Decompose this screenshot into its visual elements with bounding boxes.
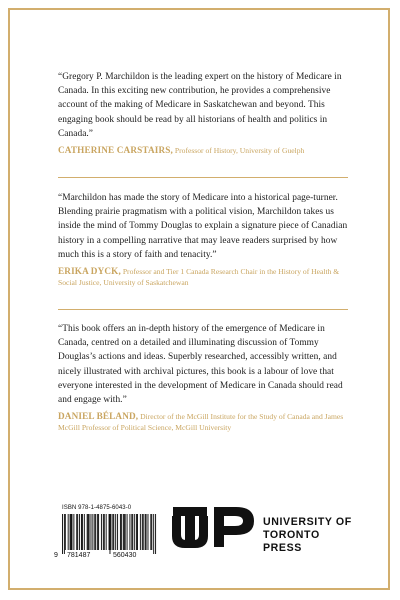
utp-logo-icon [170, 505, 258, 549]
barcode-digit-first: 9 [54, 552, 58, 559]
blurb-quote: “This book offers an in-depth history of the emergence of Medicare in Canada, centred on a detailed and illuminating discussion of Tommy Douglas’s actions and ideas. Superbly researched, accessibly written, and nicely illustrated with archival pictures, this book is a labour of love that everyone interested in the development of Medicare in Canada should read and engage with.” [58, 324, 343, 406]
reviewer-name: ERIKA DYCK, [58, 266, 121, 277]
blurb-attribution [58, 411, 348, 433]
reviewer-name: DANIEL BÉLAND, [58, 411, 139, 422]
blurb-quote: “Gregory P. Marchildon is the leading expert on the history of Medicare in Canada. In this exciting new contribution, he provides a comprehensive account of the making of Medicare in Saskatchewan and beyond. This engaging book should be read by all historians of health and politics in Canada.” [58, 72, 342, 139]
reviewer-title: Director of the McGill Institute for the Study of Canada and James McGill Professor of Political Science, McGill University [58, 412, 344, 433]
isbn-label: ISBN 978-1-4875-6043-0 [62, 505, 132, 511]
publisher-line-1: UNIVERSITY OF [263, 516, 352, 528]
barcode-bars [53, 514, 160, 554]
publisher-logo [170, 505, 360, 555]
blurb-beland [58, 322, 348, 433]
reviewer-title: Professor and Tier 1 Canada Research Chair in the History of Health & Social Justice, University of Saskatchewan [58, 267, 340, 288]
blurb-carstairs [58, 70, 348, 156]
reviewer-name: CATHERINE CARSTAIRS, [58, 145, 173, 156]
isbn-barcode [53, 502, 160, 562]
barcode-digits-right: 560430 [113, 552, 137, 559]
publisher-line-2: TORONTO PRESS [263, 529, 320, 554]
blurb-attribution [58, 266, 348, 288]
reviewer-title: Professor of History, University of Guelph [174, 146, 305, 156]
divider-rule [58, 177, 348, 178]
divider-rule [58, 309, 348, 310]
blurb-attribution [58, 145, 348, 156]
barcode-digits-left: 781487 [67, 552, 91, 559]
blurb-dyck [58, 191, 348, 288]
publisher-name [263, 516, 360, 555]
blurb-quote: “Marchildon has made the story of Medicare into a historical page-turner. Blending prairie pragmatism with a political vision, Marchildon takes us inside the mind of Tommy Douglas to explain a signature piece of Canadian history in a compelling narrative that may leave readers surprised by how much this is a story of faith and tenacity.” [58, 193, 348, 260]
